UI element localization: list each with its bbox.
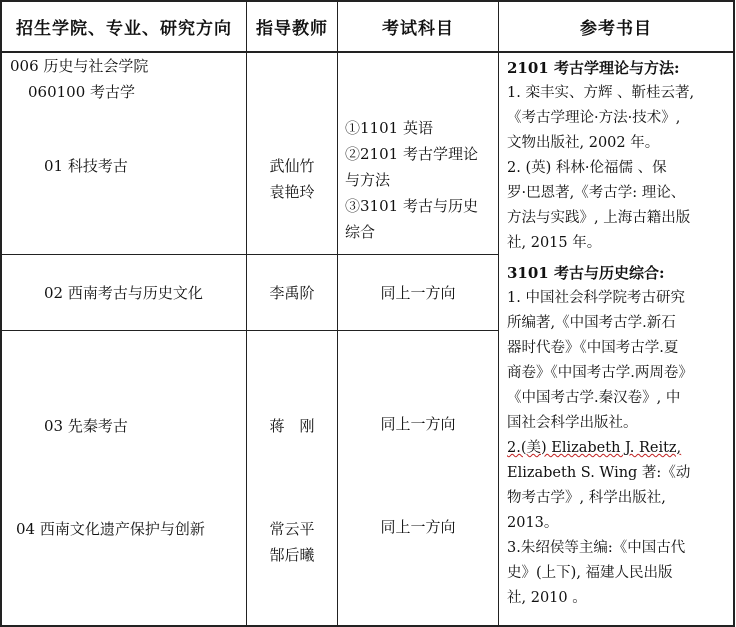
exam-subject: ②2101 考古学理论 — [345, 145, 478, 163]
column-divider-3 — [498, 0, 499, 627]
reference-line: 商卷》《中国考古学.两周卷》 — [507, 365, 693, 381]
reference-heading: 3101 考古与历史综合: — [507, 264, 665, 282]
reference-line: 方法与实践》, 上海古籍出版 — [507, 210, 691, 226]
exam-subject: 综合 — [345, 223, 376, 241]
exam-subject: ①1101 英语 — [345, 119, 433, 137]
exam-same-as-above: 同上一方向 — [380, 415, 456, 433]
reference-line: 史》(上下), 福建人民出版 — [507, 565, 673, 581]
advisor-name: 郜后曦 — [269, 546, 315, 564]
direction-04: 04 西南文化遗产保护与创新 — [16, 520, 205, 538]
row-divider — [0, 330, 498, 331]
exam-subject: ③3101 考古与历史 — [345, 197, 478, 215]
reference-line: 2013。 — [507, 515, 559, 531]
advisor-name: 李禹阶 — [269, 284, 315, 302]
direction-01: 01 科技考古 — [44, 157, 128, 175]
reference-line: 2.(美) Elizabeth J. Reitz, — [507, 440, 682, 456]
reference-line: 2. (英) 科林·伦福儒 、保 — [507, 160, 667, 176]
advisor-name: 袁艳玲 — [269, 183, 315, 201]
reference-line: 物考古学》, 科学出版社, — [507, 490, 666, 506]
advisor-name: 常云平 — [269, 520, 315, 538]
major-name: 060100 考古学 — [28, 83, 136, 101]
direction-02: 02 西南考古与历史文化 — [44, 284, 203, 302]
reference-line: 1. 栾丰实、方辉 、靳桂云著, — [507, 85, 695, 101]
reference-line: 《考古学理论·方法·技术》, — [507, 110, 681, 126]
advisor-name: 武仙竹 — [269, 157, 315, 175]
header-references: 参考书目 — [580, 18, 652, 39]
row-divider — [0, 254, 498, 255]
reference-line: 《中国考古学.秦汉卷》, 中 — [507, 390, 681, 406]
reference-line: Elizabeth S. Wing 著:《动 — [507, 465, 691, 481]
reference-line: 国社会科学出版社。 — [507, 415, 638, 431]
header-exam: 考试科目 — [382, 18, 454, 39]
exam-same-as-above: 同上一方向 — [380, 284, 456, 302]
references-block-3101 — [507, 261, 729, 611]
college-name: 006 历史与社会学院 — [10, 57, 149, 75]
reference-line: 社, 2010 。 — [507, 590, 587, 606]
reference-line: 社, 2015 年。 — [507, 235, 602, 251]
direction-03: 03 先秦考古 — [44, 417, 128, 435]
reference-line: 文物出版社, 2002 年。 — [507, 135, 660, 151]
exam-subject: 与方法 — [345, 171, 391, 189]
advisor-name: 蒋 刚 — [269, 417, 315, 435]
header-direction: 招生学院、专业、研究方向 — [16, 18, 232, 39]
table-border-right — [733, 0, 735, 627]
header-advisor: 指导教师 — [256, 18, 328, 39]
reference-line: 罗·巴恩著,《考古学: 理论、 — [507, 185, 686, 201]
reference-line: 所编著,《中国考古学.新石 — [507, 315, 676, 331]
reference-line: 3.朱绍侯等主编:《中国古代 — [507, 540, 686, 556]
table-border-left — [0, 0, 2, 627]
reference-line: 1. 中国社会科学院考古研究 — [507, 290, 685, 306]
reference-heading: 2101 考古学理论与方法: — [507, 59, 680, 77]
references-block-2101 — [507, 56, 729, 256]
exam-same-as-above: 同上一方向 — [380, 518, 456, 536]
reference-line: 器时代卷》《中国考古学.夏 — [507, 340, 679, 356]
